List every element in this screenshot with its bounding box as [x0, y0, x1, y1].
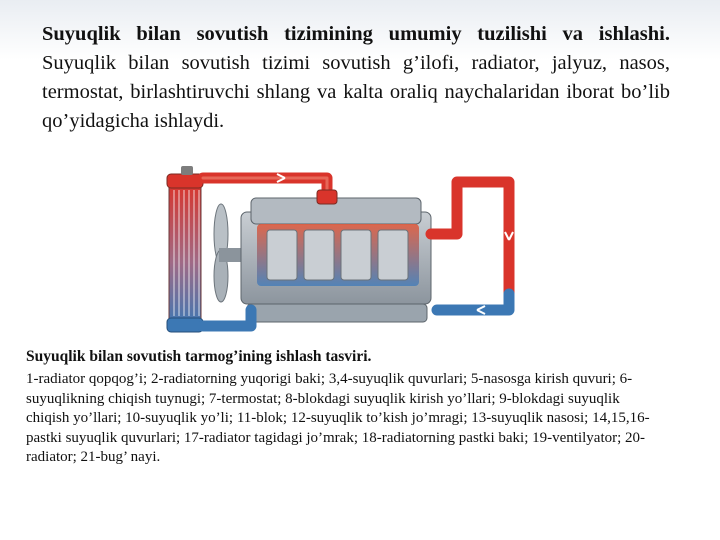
engine-block [241, 198, 431, 322]
cooling-system-drawing [137, 160, 582, 336]
upper-hose [203, 178, 327, 198]
intro-body: Suyuqlik bilan sovutish tizimi sovutish g’ilofi, radiator, jalyuz, nasos, termostat, birlashtiruvchi shlang va kalta oraliq naychalaridan iborat bo’lib qo’yidagicha ishlaydi. [42, 52, 670, 132]
heater-pipe [431, 182, 509, 310]
radiator-upper-tank [167, 174, 203, 188]
intro-paragraph [42, 20, 670, 136]
caption-title: Suyuqlik bilan sovutish tarmog’ining ishlash tasviri. [26, 348, 372, 365]
radiator [167, 166, 203, 332]
radiator-cap [181, 166, 193, 175]
fan [214, 204, 241, 302]
cooling-system-illustration [137, 160, 582, 336]
caption-body: 1-radiator qopqog’i; 2-radiatorning yuqorigi baki; 3,4-suyuqlik quvurlari; 5-nasosga kirish quvuri; 6-suyuqlikning chiqish tuynugi; 7-termostat; 8-blokdagi suyuqlik kirish yo’llari; 9-blokdagi suyuqlik chiqish yo’llari; 10-suyuqlik yo’li; 11-blok; 12-suyuqlik to’kish jo’mragi; 13-suyuqlik nasosi; 14,15,16-pastki suyuqlik quvurlari; 17-radiator tagidagi jo’mrak; 18-radiatorning pastki baki; 19-ventilyator; 20-radiator; 21-bug’ nayi. [26, 371, 650, 466]
thermostat [317, 190, 337, 204]
intro-heading: Suyuqlik bilan sovutish tizimining umumiy tuzilishi va ishlashi. [42, 23, 670, 45]
lower-hose [203, 310, 251, 326]
